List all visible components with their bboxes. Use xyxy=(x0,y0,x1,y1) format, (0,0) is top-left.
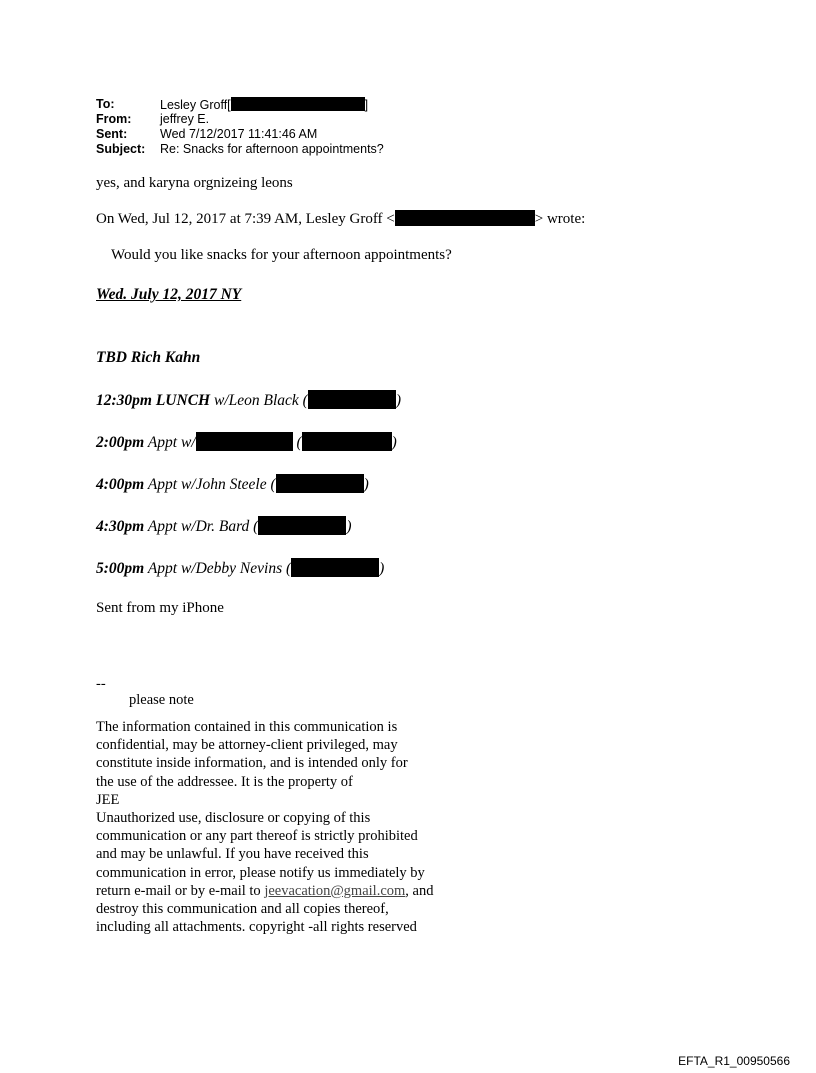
schedule-item xyxy=(96,516,352,536)
separator: -- xyxy=(96,676,106,692)
please-note: please note xyxy=(129,692,194,708)
redaction xyxy=(302,432,392,451)
disclaimer-line: destroy this communication and all copies thereof, xyxy=(96,901,389,918)
disclaimer xyxy=(96,718,476,936)
disclaimer-line: The information contained in this communication is xyxy=(96,719,398,735)
schedule-item xyxy=(96,432,397,452)
disclaimer-line: confidential, may be attorney-client privileged, may xyxy=(96,737,398,754)
to-close: ] xyxy=(364,98,369,112)
to-row xyxy=(96,97,496,112)
subject-label: Subject: xyxy=(96,142,146,156)
reply-text: yes, and karyna orgnizeing leons xyxy=(96,175,293,191)
disclaimer-line: including all attachments. copyright -all rights reserved xyxy=(96,919,417,936)
from-value: jeffrey E. xyxy=(160,112,210,126)
date-heading: Wed. July 12, 2017 NY xyxy=(96,286,242,303)
disclaimer-line: and may be unlawful. If you have received this xyxy=(96,846,369,863)
schedule-text-mid: ( xyxy=(292,434,302,451)
from-label: From: xyxy=(96,112,132,126)
redaction xyxy=(308,390,396,409)
schedule-close: ) xyxy=(379,560,385,577)
schedule-text: Appt w/Debby Nevins ( xyxy=(144,560,292,577)
schedule-time: 5:00pm xyxy=(96,560,145,577)
redaction xyxy=(258,516,346,535)
email-link[interactable]: jeevacation@gmail.com xyxy=(264,882,406,899)
schedule-time: 4:00pm xyxy=(96,476,145,493)
subject-value: Re: Snacks for afternoon appointments? xyxy=(160,142,384,156)
from-row xyxy=(96,112,496,127)
redaction xyxy=(291,558,379,577)
disclaimer-line: JEE xyxy=(96,791,120,808)
disclaimer-text: , and xyxy=(405,882,434,899)
disclaimer-line: the use of the addressee. It is the property of xyxy=(96,773,353,790)
schedule-text: Appt w/John Steele ( xyxy=(144,476,276,493)
schedule-time: 12:30pm LUNCH xyxy=(96,392,211,409)
redaction xyxy=(276,474,364,493)
to-label: To: xyxy=(96,97,115,111)
email-header xyxy=(96,97,496,159)
to-name: Lesley Groff[ xyxy=(160,98,231,112)
schedule-close: ) xyxy=(363,476,369,493)
schedule-item xyxy=(96,558,384,578)
sent-label: Sent: xyxy=(96,127,128,141)
quote-intro-start: On Wed, Jul 12, 2017 at 7:39 AM, Lesley Groff < xyxy=(96,211,395,227)
schedule-time: 4:30pm xyxy=(96,518,145,535)
sent-row xyxy=(96,127,496,142)
schedule-text: Appt w/ xyxy=(144,434,196,451)
to-value xyxy=(160,97,368,113)
disclaimer-line: Unauthorized use, disclosure or copying of this xyxy=(96,810,371,827)
quote-intro xyxy=(96,210,585,228)
sent-value: Wed 7/12/2017 11:41:46 AM xyxy=(160,127,318,141)
schedule-close: ) xyxy=(346,518,352,535)
tbd-line: TBD Rich Kahn xyxy=(96,349,201,366)
schedule-text: w/Leon Black ( xyxy=(210,392,308,409)
redaction xyxy=(395,210,535,226)
document-id: EFTA_R1_00950566 xyxy=(678,1054,790,1068)
schedule-time: 2:00pm xyxy=(96,434,145,451)
schedule-close: ) xyxy=(391,434,397,451)
subject-row xyxy=(96,142,496,157)
schedule-item xyxy=(96,474,369,494)
disclaimer-line: communication or any part thereof is strictly prohibited xyxy=(96,828,418,845)
disclaimer-line xyxy=(96,882,476,900)
schedule-close: ) xyxy=(395,392,401,409)
redaction xyxy=(231,97,365,111)
disclaimer-text: return e-mail or by e-mail to xyxy=(96,882,265,899)
disclaimer-line: constitute inside information, and is intended only for xyxy=(96,755,408,772)
schedule-item xyxy=(96,390,401,410)
disclaimer-line: communication in error, please notify us immediately by xyxy=(96,864,425,881)
schedule-text: Appt w/Dr. Bard ( xyxy=(144,518,259,535)
redaction xyxy=(196,432,293,451)
quoted-question: Would you like snacks for your afternoon appointments? xyxy=(111,247,452,263)
quote-intro-end: > wrote: xyxy=(534,211,586,227)
signoff: Sent from my iPhone xyxy=(96,600,224,616)
